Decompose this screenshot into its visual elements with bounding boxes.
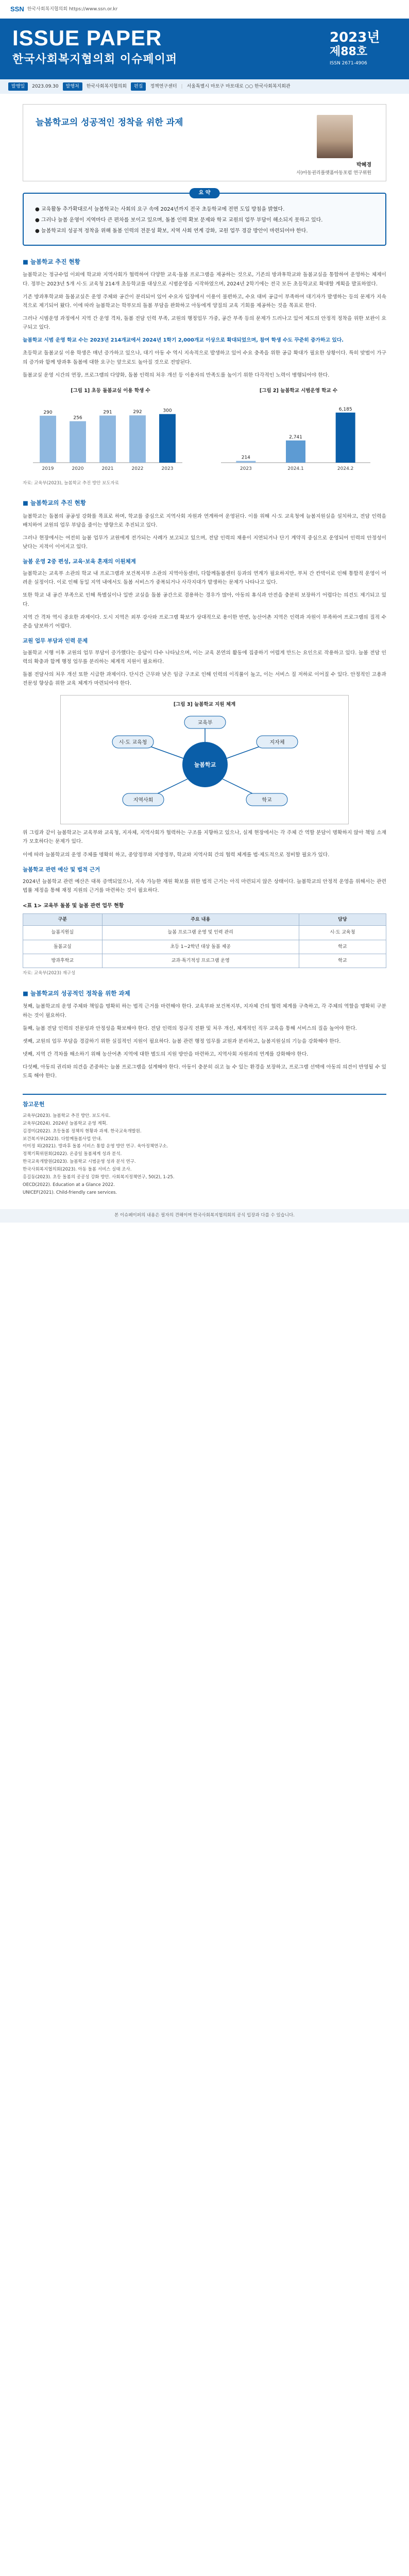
data-label: 300 — [163, 408, 172, 414]
meta-separator: | — [181, 83, 183, 89]
center-label: 늘봄학교 — [194, 761, 216, 768]
reference-item: 홍길동(2023). 초등 돌봄의 공공성 강화 방안. 사회복지정책연구, 50(2), 1-25. — [23, 1174, 175, 1180]
section-heading: ■ 늘봄학교의 추진 현황 — [23, 499, 86, 507]
chart-row — [23, 387, 386, 477]
table-header: 구분 — [23, 913, 103, 925]
paragraph: 또한 학교 내 공간 부족으로 인해 특별실이나 일반 교실을 돌봄 공간으로 겸용하는 경우가 많아, 아동의 휴식과 안전을 충분히 보장하기 어렵다는 의견도 제기되고 있다. — [23, 592, 386, 607]
node-label: 시·도 교육청 — [118, 739, 147, 745]
publish-date: 2023.09.30 — [32, 83, 59, 89]
author-block — [297, 161, 371, 177]
table-cell: 방과후학교 — [23, 954, 103, 968]
paragraph: 첫째, 늘봄학교의 운영 주체와 책임을 명확히 하는 법적 근거를 마련해야 한다. 교육부와 보건복지부, 지자체 간의 협력 체계를 구축하고, 각 주체의 역할을 명확히 구분하는 것이 필요하다. — [23, 1004, 386, 1019]
editor: 정책연구센터 — [150, 83, 177, 89]
tick-label: 2023 — [240, 466, 252, 471]
data-label: 2,741 — [289, 434, 302, 440]
table-source: 자료: 교육부(2023) 재구성 — [23, 971, 76, 976]
author-name: 박혜경 — [356, 162, 371, 168]
chart-2 — [211, 387, 386, 477]
bar — [40, 416, 56, 463]
header-banner — [0, 19, 409, 79]
tick-label: 2023 — [161, 466, 174, 471]
banner-title: ISSUE PAPER — [12, 26, 162, 50]
reference-item: 김경미(2022). 초등돌봄 정책의 현황과 과제. 한국교육개발원. — [23, 1128, 142, 1134]
data-label: 291 — [103, 410, 112, 415]
banner-subtitle: 한국사회복지협의회 이슈페이퍼 — [12, 53, 178, 66]
table-header-row — [23, 913, 386, 925]
paragraph: 돌봄 전담사의 처우 개선 또한 시급한 과제이다. 단시간 근무와 낮은 임금 구조로 인해 인력의 이직률이 높고, 이는 서비스 질 저하로 이어질 수 있다. 안정적인 고용과 전문성 향상을 위한 교육 체계가 마련되어야 한다. — [23, 672, 386, 687]
meta-bar — [0, 79, 409, 94]
work-status-table — [23, 913, 386, 969]
table-cell: 학교 — [299, 940, 386, 954]
publisher: 한국사회복지협의회 — [86, 83, 127, 89]
paragraph: 넷째, 지역 간 격차를 해소하기 위해 농산어촌 지역에 대한 별도의 지원 방안을 마련하고, 지역사회 자원과의 연계를 강화해야 한다. — [23, 1051, 309, 1057]
data-label: 290 — [43, 410, 53, 415]
table-row — [23, 954, 386, 968]
connector — [154, 779, 188, 795]
data-label: 292 — [133, 410, 142, 415]
section-2 — [23, 498, 386, 824]
issn: ISSN 2671-4906 — [330, 61, 367, 66]
tick-label: 2019 — [42, 466, 54, 471]
bar — [236, 461, 255, 463]
title-card — [23, 104, 386, 181]
paragraph: 초등학교 돌봄교실 이용 학생은 매년 증가하고 있으나, 대기 아동 수 역시 지속적으로 발생하고 있어 수요 충족을 위한 공급 확대가 필요한 상황이다. 특히 맞벌이 가구의 증가와 함께 방과후 돌봄에 대한 요구는 앞으로도 높아질 것으로 전망된다. — [23, 350, 386, 365]
author-affiliation: 사)아동권리플랫폼아동포럼 연구위원 — [296, 171, 371, 176]
chart-title: [그림 2] 늘봄학교 시범운영 학교 수 — [259, 387, 338, 394]
paragraph: 늘봄학교는 정규수업 이외에 학교와 지역사회가 협력하여 다양한 교육·돌봄 프로그램을 제공하는 것으로, 기존의 방과후학교와 돌봄교실을 통합하여 운영하는 체제이다. 정부는 2023년 5개 시·도 교육청 214개 초등학교를 대상으로 시범운영을 시작하였으며, 2024년 2학기에는 전국 모든 초등학교로 확대할 계획을 발표하였다. — [23, 272, 386, 287]
chart-source: 자료: 교육부(2023), 늘봄학교 추진 방안 보도자료 — [23, 480, 119, 486]
section-heading: ■ 늘봄학교의 성공적인 정착을 위한 과제 — [23, 989, 130, 997]
summary-item: ● 그러나 늘봄 운영이 지역마다 큰 편차를 보이고 있으며, 돌봄 인력 확보 문제와 학교 교원의 업무 부담이 해소되지 못하고 있다. — [35, 217, 323, 223]
table-caption: <표 1> 교육부 돌봄 및 늘봄 관련 업무 현황 — [23, 903, 124, 909]
issue-year: 2023년 — [330, 30, 380, 45]
node-label: 지역사회 — [133, 797, 154, 803]
author-photo — [317, 115, 353, 158]
reference-item: 한국사회복지협의회(2023). 아동 돌봄 서비스 실태 조사. — [23, 1167, 132, 1173]
data-label: 256 — [73, 415, 82, 421]
node-label: 교육부 — [197, 720, 213, 726]
reference-item: 정책기획위원회(2022). 온종일 돌봄체계 성과 분석. — [23, 1151, 122, 1157]
summary-item: ● 늘봄학교의 성공적 정착을 위해 돌봄 인력의 전문성 확보, 지역 사회 연계 강화, 교원 업무 경감 방안이 마련되어야 한다. — [35, 228, 308, 234]
issue-number: 제88호 — [330, 45, 368, 58]
date-tag: 발행일 — [8, 82, 28, 91]
org-name: 한국사회복지협의회 https://www.ssn.or.kr — [27, 6, 118, 12]
bar — [129, 415, 146, 463]
support-system-figure — [60, 695, 349, 824]
data-label: 6,185 — [338, 406, 352, 412]
summary-label: 요 약 — [190, 188, 220, 198]
chart-1-svg — [23, 397, 188, 474]
table-cell: 늘봄지원실 — [23, 926, 103, 940]
subsection-heading: 늘봄 운영 2중 편성, 교육·보육 혼재의 이원체계 — [23, 558, 136, 565]
table-row — [23, 926, 386, 940]
paragraph: 늘봄학교는 돌봄의 공공성 강화를 목표로 하며, 학교를 중심으로 지역사회 자원과 연계하여 운영된다. 이를 위해 시·도 교육청에 늘봄지원실을 설치하고, 전담 인력을 배치하여 교원의 업무 부담을 줄이는 방향으로 추진되고 있다. — [23, 513, 386, 528]
bar — [70, 421, 86, 463]
issue-box — [330, 30, 397, 67]
references — [23, 1094, 386, 1196]
paragraph: 돌봄교실 운영 시간의 연장, 프로그램의 다양화, 돌봄 인력의 처우 개선 등 이용자의 만족도를 높이기 위한 다각적인 노력이 병행되어야 한다. — [23, 372, 330, 378]
tick-label: 2021 — [101, 466, 114, 471]
table-cell: 초등 1~2학년 대상 돌봄 제공 — [102, 940, 299, 954]
footer-note: 본 이슈페이퍼의 내용은 필자의 견해이며 한국사회복지협의회의 공식 입장과 다를 수 있습니다. — [0, 1209, 409, 1223]
figure-title: [그림 3] 늘봄학교 지원 체계 — [173, 702, 236, 708]
paragraph: 그러나 시범운영 과정에서 지역 간 운영 격차, 돌봄 전담 인력 부족, 교원의 행정업무 가중, 공간 부족 등의 문제가 드러나고 있어 제도의 안정적 정착을 위한 보완이 요구되고 있다. — [23, 315, 386, 331]
references-title: 참고문헌 — [23, 1101, 45, 1108]
table-cell: 교과·특기적성 프로그램 운영 — [102, 954, 299, 968]
reference-item: 교육부(2024). 2024년 늘봄학교 운영 계획. — [23, 1121, 108, 1126]
node-label: 지자체 — [269, 739, 285, 745]
paragraph: 다섯째, 아동의 권리와 의견을 존중하는 늘봄 프로그램을 설계해야 한다. 아동이 충분히 쉬고 놀 수 있는 환경을 보장하고, 프로그램 선택에 아동의 의견이 반영될 수 있도록 해야 한다. — [23, 1064, 386, 1079]
reference-item: 보건복지부(2023). 다함께돌봄사업 안내. — [23, 1136, 103, 1142]
paragraph: 기존 방과후학교와 돌봄교실은 운영 주체와 공간이 분리되어 있어 수요자 입장에서 이용이 불편하고, 수요 대비 공급이 부족하여 대기자가 발생하는 등의 문제가 지속적으로 제기되어 왔다. 이에 따라 늘봄학교는 학부모의 돌봄 부담을 완화하고 아동에게 양질의 교육 기회를 제공하는 것을 목표로 한다. — [23, 294, 386, 309]
node-label: 학교 — [262, 797, 272, 803]
reference-item: 이미정 외(2021). 방과후 돌봄 서비스 통합 운영 방안 연구. 육아정책연구소. — [23, 1144, 168, 1149]
paragraph: 늘봄학교 시행 이후 교원의 업무 부담이 증가했다는 응답이 다수 나타났으며, 이는 교육 본연의 활동에 집중하기 어렵게 만드는 요인으로 작용하고 있다. 늘봄 전담 인력의 확충과 함께 행정 업무를 분리하는 체계적 지원이 필요하다. — [23, 650, 386, 665]
reference-item: OECD(2022). Education at a Glance 2022. — [23, 1182, 115, 1188]
data-label: 214 — [241, 455, 250, 461]
editor-tag: 편집 — [131, 82, 146, 91]
table-cell: 시·도 교육청 — [299, 926, 386, 940]
highlight-paragraph: 늘봄학교 시범 운영 학교 수는 2023년 214개교에서 2024년 1학기 2,000개교 이상으로 확대되었으며, 참여 학생 수도 꾸준히 증가하고 있다. — [23, 337, 344, 344]
chart-title: [그림 1] 초등 돌봄교실 이용 학생 수 — [71, 387, 150, 394]
bar — [159, 414, 176, 463]
subsection-heading: 늘봄학교 관련 예산 및 법적 근거 — [23, 866, 100, 873]
paragraph: 이에 따라 늘봄학교의 운영 주체를 명확히 하고, 중앙정부와 지방정부, 학교와 지역사회 간의 협력 체계를 법·제도적으로 정비할 필요가 있다. — [23, 852, 330, 858]
section-1 — [23, 257, 386, 487]
tick-label: 2020 — [72, 466, 84, 471]
tick-label: 2024.1 — [287, 466, 304, 471]
address: 서울특별시 마포구 마포대로 ○○ 한국사회복지회관 — [186, 83, 291, 89]
subsection-heading: 교원 업무 부담과 인력 문제 — [23, 637, 88, 644]
publisher-tag: 발행처 — [63, 82, 82, 91]
reference-item: 한국교육개발원(2023). 늘봄학교 시범운영 성과 분석 연구. — [23, 1159, 136, 1165]
table-header: 담당 — [299, 913, 386, 925]
summary-item: ● 교육활동 추가확대로서 늘봄학교는 사회의 요구 속에 2024년까지 전국 초등학교에 전면 도입 방침을 밝혔다. — [35, 207, 285, 212]
bar — [336, 413, 355, 463]
tick-label: 2022 — [131, 466, 144, 471]
section-3 — [23, 828, 386, 977]
section-heading: ■ 늘봄학교 추진 현황 — [23, 258, 80, 265]
table-row — [23, 940, 386, 954]
paragraph: 2024년 늘봄학교 관련 예산은 대폭 증액되었으나, 지속 가능한 재원 확보를 위한 법적 근거는 아직 마련되지 않은 상태이다. 늘봄학교의 안정적 운영을 위해서는 관련 법률 제정을 통해 재정 지원의 근거를 마련하는 것이 필요하다. — [23, 878, 386, 893]
table-cell: 늘봄 프로그램 운영 및 인력 관리 — [102, 926, 299, 940]
reference-item: UNICEF(2021). Child-friendly care services. — [23, 1190, 117, 1195]
chart-2-svg — [211, 397, 376, 474]
article-title: 늘봄학교의 성공적인 정착을 위한 과제 — [36, 117, 183, 128]
connector — [223, 779, 257, 795]
bar — [99, 416, 116, 463]
paragraph: 위 그림과 같이 늘봄학교는 교육부와 교육청, 지자체, 지역사회가 협력하는 구조를 지향하고 있으나, 실제 현장에서는 각 주체 간 역할 분담이 명확하지 않아 책임 소재가 모호하다는 문제가 있다. — [23, 830, 386, 845]
reference-item: 교육부(2023). 늘봄학교 추진 방안. 보도자료. — [23, 1113, 111, 1118]
section-4 — [23, 989, 386, 1080]
brand-logo: SSN — [10, 5, 24, 13]
tick-label: 2024.2 — [337, 466, 354, 471]
reference-list — [23, 1112, 386, 1197]
top-bar — [0, 0, 409, 19]
paragraph: 늘봄학교는 교육부 소관의 학교 내 프로그램과 보건복지부 소관의 지역아동센터, 다함께돌봄센터 등과의 연계가 필요하지만, 부처 간 칸막이로 인해 통합적 운영이 어려운 실정이다. 이로 인해 동일 지역 내에서도 돌봄 서비스가 중복되거나 사각지대가 발생하는 문제가 나타나고 있다. — [23, 571, 386, 586]
chart-1 — [23, 387, 198, 477]
paragraph: 둘째, 늘봄 전담 인력의 전문성과 안정성을 확보해야 한다. 전담 인력의 정규직 전환 및 처우 개선, 체계적인 직무 교육을 통해 서비스의 질을 높여야 한다. — [23, 1025, 357, 1031]
table-header: 주요 내용 — [102, 913, 299, 925]
table-cell: 돌봄교실 — [23, 940, 103, 954]
summary-box — [23, 190, 386, 246]
support-diagram — [66, 713, 344, 816]
bar — [286, 440, 305, 463]
paragraph: 지역 간 격차 역시 중요한 과제이다. 도시 지역은 외부 강사와 프로그램 확보가 상대적으로 용이한 반면, 농산어촌 지역은 인력과 자원이 부족하여 프로그램의 질적 수준을 담보하기 어렵다. — [23, 614, 386, 629]
table-cell: 학교 — [299, 954, 386, 968]
paragraph: 그러나 현장에서는 여전히 늘봄 업무가 교원에게 전가되는 사례가 보고되고 있으며, 전담 인력의 채용이 지연되거나 단기 계약직 중심으로 운영되어 인력의 안정성이 낮다는 지적이 이어지고 있다. — [23, 535, 386, 550]
paragraph: 셋째, 교원의 업무 부담을 경감하기 위한 실질적인 지원이 필요하다. 늘봄 관련 행정 업무를 교원과 분리하고, 늘봄지원실의 기능을 강화해야 한다. — [23, 1038, 341, 1044]
